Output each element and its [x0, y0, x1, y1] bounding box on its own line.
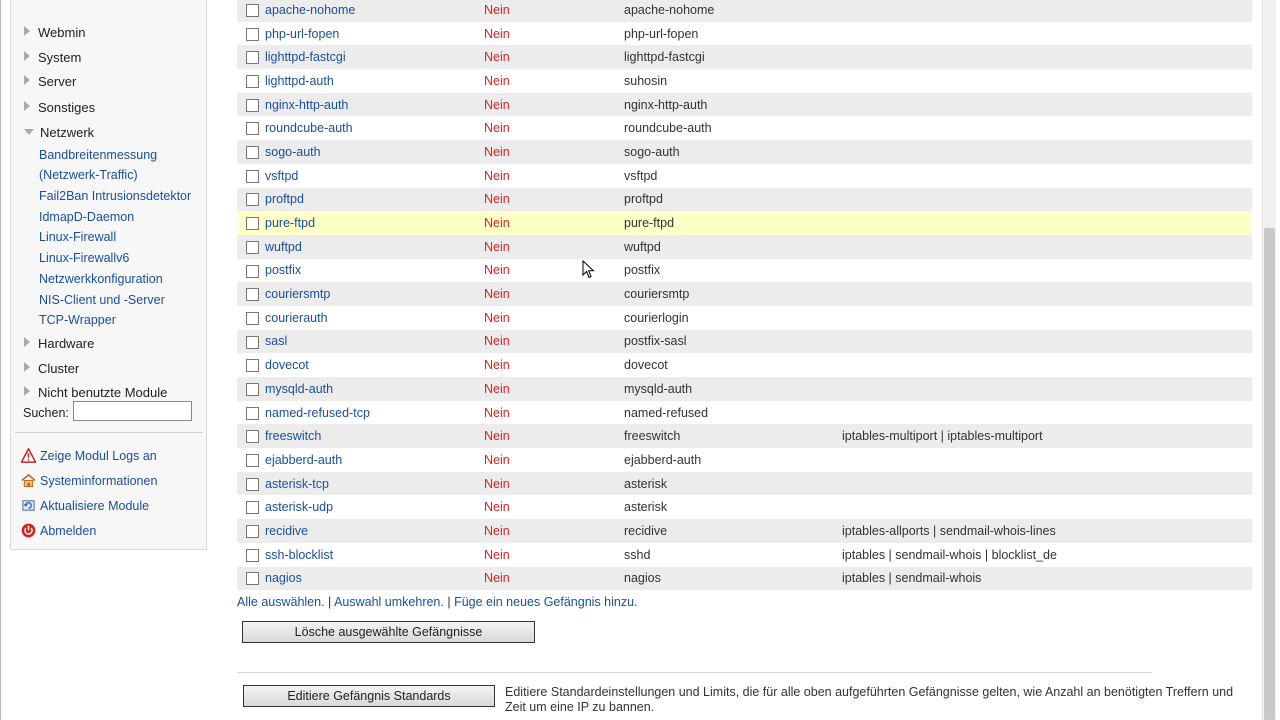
nav-category-sonstiges[interactable]: Sonstiges	[24, 99, 95, 117]
jail-name-link[interactable]: lighttpd-auth	[265, 73, 334, 88]
row-checkbox[interactable]	[246, 359, 259, 372]
select-cell	[237, 116, 265, 140]
view-module-logs-link[interactable]: Zeige Modul Logs an	[21, 447, 157, 465]
jail-name-link[interactable]: php-url-fopen	[265, 26, 340, 41]
jail-filter: recidive	[624, 523, 668, 538]
jail-actions: iptables-multiport | iptables-multiport	[842, 429, 1043, 444]
jail-enabled-status: Nein	[484, 50, 510, 65]
jail-name-link[interactable]: sasl	[265, 334, 288, 349]
select-cell	[237, 259, 265, 283]
jail-name-cell	[265, 259, 484, 283]
nav-category-webmin[interactable]: Webmin	[24, 24, 85, 42]
home-icon	[21, 473, 36, 488]
jail-filter: couriersmtp	[624, 287, 690, 302]
jail-filter: ejabberd-auth	[624, 452, 702, 467]
row-checkbox[interactable]	[246, 193, 259, 206]
jail-name-link[interactable]: proftpd	[265, 192, 304, 207]
jail-filter: mysqld-auth	[624, 381, 693, 396]
jail-name-cell	[265, 448, 484, 472]
collapsed-arrow-icon	[24, 51, 30, 61]
jail-actions	[842, 448, 1252, 472]
jail-actions	[842, 69, 1252, 93]
jail-name-link[interactable]: wuftpd	[265, 239, 302, 254]
link-separator: |	[324, 595, 335, 609]
jail-actions	[842, 353, 1252, 377]
jail-row[interactable]	[237, 543, 1252, 567]
jail-actions: iptables-allports | sendmail-whois-lines	[842, 523, 1056, 538]
jail-name-cell	[265, 495, 484, 519]
power-icon	[21, 523, 36, 538]
expanded-arrow-icon	[24, 129, 34, 135]
row-checkbox[interactable]	[246, 312, 259, 325]
jail-enabled-status: Nein	[484, 216, 510, 231]
jail-name-cell	[265, 519, 484, 543]
select-cell	[237, 519, 265, 543]
row-checkbox[interactable]	[246, 572, 259, 585]
jail-row[interactable]	[237, 424, 1252, 448]
mouse-cursor-icon	[582, 260, 596, 280]
select-cell	[237, 567, 265, 591]
nav-category-server[interactable]: Server	[24, 73, 76, 91]
jail-enabled-status: Nein	[484, 239, 510, 254]
jail-enabled-status: Nein	[484, 310, 510, 325]
jail-filter: roundcube-auth	[624, 121, 712, 136]
row-checkbox[interactable]	[246, 336, 259, 349]
jail-actions	[842, 22, 1252, 46]
jail-row[interactable]	[237, 306, 1252, 330]
select-all-link[interactable]: Alle auswählen.	[237, 595, 325, 609]
jail-row[interactable]	[237, 567, 1252, 591]
jail-name-link[interactable]: freeswitch	[265, 429, 322, 444]
edit-jail-defaults-button[interactable]: Editiere Gefängnis Standards	[243, 685, 495, 707]
jail-table-body	[237, 0, 1252, 590]
page-scrollbar[interactable]	[1262, 0, 1276, 720]
jail-enabled-status: Nein	[484, 73, 510, 88]
jail-enabled-status: Nein	[484, 381, 510, 396]
select-cell	[237, 45, 265, 69]
jail-row[interactable]	[237, 259, 1252, 283]
jail-actions	[842, 377, 1252, 401]
jail-enabled-status: Nein	[484, 2, 510, 17]
jail-name-cell	[265, 543, 484, 567]
jail-name-cell	[265, 69, 484, 93]
collapsed-arrow-icon	[24, 362, 30, 372]
jail-filter: named-refused	[624, 405, 709, 420]
nav-module-bandwidth[interactable]: Bandbreitenmessung	[39, 148, 158, 162]
nav-module-bandwidth-line2[interactable]: (Netzwerk-Traffic)	[39, 168, 138, 182]
jail-row[interactable]	[237, 330, 1252, 354]
left-pane	[0, 0, 209, 720]
row-checkbox[interactable]	[246, 122, 259, 135]
row-checkbox[interactable]	[246, 288, 259, 301]
collapsed-arrow-icon	[24, 26, 30, 36]
select-cell	[237, 22, 265, 46]
select-cell	[237, 495, 265, 519]
jail-filter: pure-ftpd	[624, 216, 675, 231]
jail-name-cell	[265, 353, 484, 377]
row-checkbox[interactable]	[246, 241, 259, 254]
jail-filter: wuftpd	[624, 239, 661, 254]
jail-name-link[interactable]: ejabberd-auth	[265, 452, 343, 467]
jail-row[interactable]	[237, 353, 1252, 377]
select-cell	[237, 330, 265, 354]
nav-category-unused-modules[interactable]: Nicht benutzte Module	[24, 384, 167, 402]
jail-filter: asterisk	[624, 476, 668, 491]
select-cell	[237, 188, 265, 212]
jail-enabled-status: Nein	[484, 523, 510, 538]
nav-module-idmapd[interactable]: IdmapD-Daemon	[39, 210, 135, 224]
jail-enabled-status: Nein	[484, 144, 510, 159]
system-information-link[interactable]: Systeminformationen	[21, 472, 157, 490]
add-jail-link[interactable]: Füge ein neues Gefängnis hinzu.	[454, 595, 638, 609]
jail-enabled-status: Nein	[484, 500, 510, 515]
jail-name-link[interactable]: lighttpd-fastcgi	[265, 50, 346, 65]
select-cell	[237, 472, 265, 496]
jail-name-link[interactable]: nginx-http-auth	[265, 97, 349, 112]
jail-enabled-status: Nein	[484, 121, 510, 136]
nav-category-system[interactable]: System	[24, 49, 81, 67]
jail-name-link[interactable]: roundcube-auth	[265, 121, 353, 136]
jail-name-cell	[265, 116, 484, 140]
select-cell	[237, 377, 265, 401]
jail-name-cell	[265, 330, 484, 354]
jail-row[interactable]	[237, 401, 1252, 425]
select-cell	[237, 69, 265, 93]
jail-row[interactable]	[237, 164, 1252, 188]
collapsed-arrow-icon	[24, 101, 30, 111]
jail-actions	[842, 93, 1252, 117]
select-cell	[237, 140, 265, 164]
row-checkbox[interactable]	[246, 501, 259, 514]
jail-filter: sshd	[624, 547, 651, 562]
jail-enabled-status: Nein	[484, 168, 510, 183]
jail-filter: sogo-auth	[624, 144, 680, 159]
row-checkbox[interactable]	[246, 4, 259, 17]
jail-filter: freeswitch	[624, 429, 681, 444]
scrollbar-thumb[interactable]	[1264, 228, 1275, 720]
jail-filter: nagios	[624, 571, 661, 586]
collapsed-arrow-icon	[24, 386, 30, 396]
jail-actions	[842, 0, 1252, 22]
jail-name-cell	[265, 0, 484, 22]
collapsed-arrow-icon	[24, 75, 30, 85]
select-cell	[237, 235, 265, 259]
jail-row[interactable]	[237, 448, 1252, 472]
jail-actions	[842, 45, 1252, 69]
jail-filter: vsftpd	[624, 168, 658, 183]
jail-filter: lighttpd-fastcgi	[624, 50, 705, 65]
collapsed-arrow-icon	[24, 337, 30, 347]
jail-name-cell	[265, 22, 484, 46]
jail-name-cell	[265, 188, 484, 212]
jail-row[interactable]	[237, 282, 1252, 306]
jail-enabled-status: Nein	[484, 287, 510, 302]
jail-filter: proftpd	[624, 192, 663, 207]
jail-name-link[interactable]: apache-nohome	[265, 2, 356, 17]
nav-module-network-config[interactable]: Netzwerkkonfiguration	[39, 272, 163, 286]
logout-link[interactable]: Abmelden	[21, 522, 96, 540]
row-checkbox[interactable]	[246, 99, 259, 112]
select-cell	[237, 306, 265, 330]
jail-filter: asterisk	[624, 500, 668, 515]
jail-name-link[interactable]: dovecot	[265, 358, 309, 373]
jail-row[interactable]	[237, 211, 1252, 235]
jail-row[interactable]	[237, 69, 1252, 93]
row-checkbox[interactable]	[246, 51, 259, 64]
select-cell	[237, 543, 265, 567]
select-cell	[237, 353, 265, 377]
jail-name-link[interactable]: pure-ftpd	[265, 216, 316, 231]
jail-actions	[842, 330, 1252, 354]
row-checkbox[interactable]	[246, 170, 259, 183]
jail-filter: courierlogin	[624, 310, 689, 325]
nav-module-fail2ban[interactable]: Fail2Ban Intrusionsdetektor	[39, 189, 192, 203]
jail-actions	[842, 282, 1252, 306]
jail-name-link[interactable]: vsftpd	[265, 168, 299, 183]
row-checkbox[interactable]	[246, 75, 259, 88]
jail-filter: php-url-fopen	[624, 26, 699, 41]
jail-name-link[interactable]: asterisk-udp	[265, 500, 334, 515]
link-separator: |	[443, 595, 455, 609]
jail-name-cell	[265, 424, 484, 448]
select-cell	[237, 448, 265, 472]
jail-name-cell	[265, 472, 484, 496]
jail-name-cell	[265, 211, 484, 235]
jail-name-link[interactable]: recidive	[265, 523, 309, 538]
jail-row[interactable]	[237, 495, 1252, 519]
jail-name-cell	[265, 567, 484, 591]
row-checkbox[interactable]	[246, 265, 259, 278]
row-checkbox[interactable]	[246, 146, 259, 159]
jail-enabled-status: Nein	[484, 97, 510, 112]
row-checkbox[interactable]	[246, 383, 259, 396]
jail-enabled-status: Nein	[484, 358, 510, 373]
search-label: Suchen:	[23, 406, 69, 420]
nav-category-cluster[interactable]: Cluster	[24, 360, 79, 378]
jail-row[interactable]	[237, 140, 1252, 164]
jail-name-cell	[265, 164, 484, 188]
jail-name-cell	[265, 93, 484, 117]
select-cell	[237, 164, 265, 188]
jail-name-link[interactable]: nagios	[265, 571, 302, 586]
jail-row[interactable]	[237, 0, 1252, 22]
refresh-icon	[21, 498, 36, 513]
jail-table	[237, 0, 1252, 590]
jail-row[interactable]	[237, 116, 1252, 140]
nav-module-linux-firewall[interactable]: Linux-Firewall	[39, 230, 117, 244]
nav-category-netzwerk[interactable]: Netzwerk	[24, 124, 94, 142]
nav-category-hardware[interactable]: Hardware	[24, 335, 94, 353]
nav-module-linux-firewall-v6[interactable]: Linux-Firewallv6	[39, 251, 130, 265]
delete-selected-jails-button[interactable]: Lösche ausgewählte Gefängnisse	[242, 621, 535, 643]
jail-enabled-status: Nein	[484, 476, 510, 491]
jail-actions: iptables | sendmail-whois | blocklist_de	[842, 547, 1057, 562]
jail-actions	[842, 306, 1252, 330]
jail-row[interactable]	[237, 519, 1252, 543]
jail-name-link[interactable]: couriersmtp	[265, 287, 331, 302]
jail-name-link[interactable]: ssh-blocklist	[265, 547, 334, 562]
jail-name-cell	[265, 401, 484, 425]
jail-row[interactable]	[237, 93, 1252, 117]
nav-module-tcp-wrapper[interactable]: TCP-Wrapper	[39, 313, 116, 327]
jail-enabled-status: Nein	[484, 571, 510, 586]
jail-actions	[842, 472, 1252, 496]
jail-actions	[842, 140, 1252, 164]
jail-row[interactable]	[237, 22, 1252, 46]
selection-links	[237, 595, 638, 609]
jail-name-link[interactable]: postfix	[265, 263, 302, 278]
row-checkbox[interactable]	[246, 549, 259, 562]
row-checkbox[interactable]	[246, 525, 259, 538]
jail-name-cell	[265, 45, 484, 69]
nav-divider	[15, 432, 203, 433]
invert-selection-link[interactable]: Auswahl umkehren.	[334, 595, 444, 609]
search-input[interactable]	[73, 401, 192, 421]
jail-actions	[842, 116, 1252, 140]
select-cell	[237, 424, 265, 448]
warning-icon	[21, 448, 36, 463]
jail-enabled-status: Nein	[484, 263, 510, 278]
select-cell	[237, 0, 265, 22]
jail-filter: postfix	[624, 263, 661, 278]
jail-enabled-status: Nein	[484, 26, 510, 41]
jail-name-cell	[265, 306, 484, 330]
jail-filter: postfix-sasl	[624, 334, 687, 349]
row-checkbox[interactable]	[246, 217, 259, 230]
jail-enabled-status: Nein	[484, 429, 510, 444]
refresh-modules-link[interactable]: Aktualisiere Module	[21, 497, 149, 515]
jail-name-cell	[265, 377, 484, 401]
row-checkbox[interactable]	[246, 454, 259, 467]
select-cell	[237, 93, 265, 117]
jail-actions	[842, 401, 1252, 425]
jail-name-link[interactable]: mysqld-auth	[265, 381, 334, 396]
jail-name-link[interactable]: sogo-auth	[265, 144, 321, 159]
jail-row[interactable]	[237, 188, 1252, 212]
jail-enabled-status: Nein	[484, 547, 510, 562]
select-cell	[237, 211, 265, 235]
module-navigation	[10, 0, 207, 550]
jail-name-cell	[265, 140, 484, 164]
row-checkbox[interactable]	[246, 430, 259, 443]
jail-defaults-description: Editiere Standardeinstellungen und Limits, die für alle oben aufgeführten Gefängnisse gelten, wie Anzahl an benötigten Treffern und Zeit um eine IP zu bannen.	[505, 685, 1234, 714]
jail-enabled-status: Nein	[484, 405, 510, 420]
jail-filter: dovecot	[624, 358, 668, 373]
jail-name-cell	[265, 282, 484, 306]
row-checkbox[interactable]	[246, 407, 259, 420]
jail-actions	[842, 259, 1252, 283]
jail-filter: nginx-http-auth	[624, 97, 708, 112]
jail-actions	[842, 235, 1252, 259]
nav-module-nis[interactable]: NIS-Client und -Server	[39, 293, 165, 307]
jail-actions	[842, 495, 1252, 519]
jail-enabled-status: Nein	[484, 192, 510, 207]
select-cell	[237, 401, 265, 425]
jail-name-link[interactable]: asterisk-tcp	[265, 476, 329, 491]
jail-actions	[842, 164, 1252, 188]
jail-filter: suhosin	[624, 73, 668, 88]
jail-row[interactable]	[237, 377, 1252, 401]
jail-actions	[842, 211, 1252, 235]
jail-row[interactable]	[237, 235, 1252, 259]
select-cell	[237, 282, 265, 306]
jail-enabled-status: Nein	[484, 452, 510, 467]
jail-name-cell	[265, 235, 484, 259]
jail-name-link[interactable]: named-refused-tcp	[265, 405, 370, 420]
section-divider	[237, 672, 1152, 673]
jail-name-link[interactable]: courierauth	[265, 310, 328, 325]
jail-row[interactable]	[237, 472, 1252, 496]
row-checkbox[interactable]	[246, 28, 259, 41]
row-checkbox[interactable]	[246, 478, 259, 491]
jail-actions: iptables | sendmail-whois	[842, 571, 982, 586]
jail-row[interactable]	[237, 45, 1252, 69]
jail-enabled-status: Nein	[484, 334, 510, 349]
jail-actions	[842, 188, 1252, 212]
jail-filter: apache-nohome	[624, 2, 715, 17]
